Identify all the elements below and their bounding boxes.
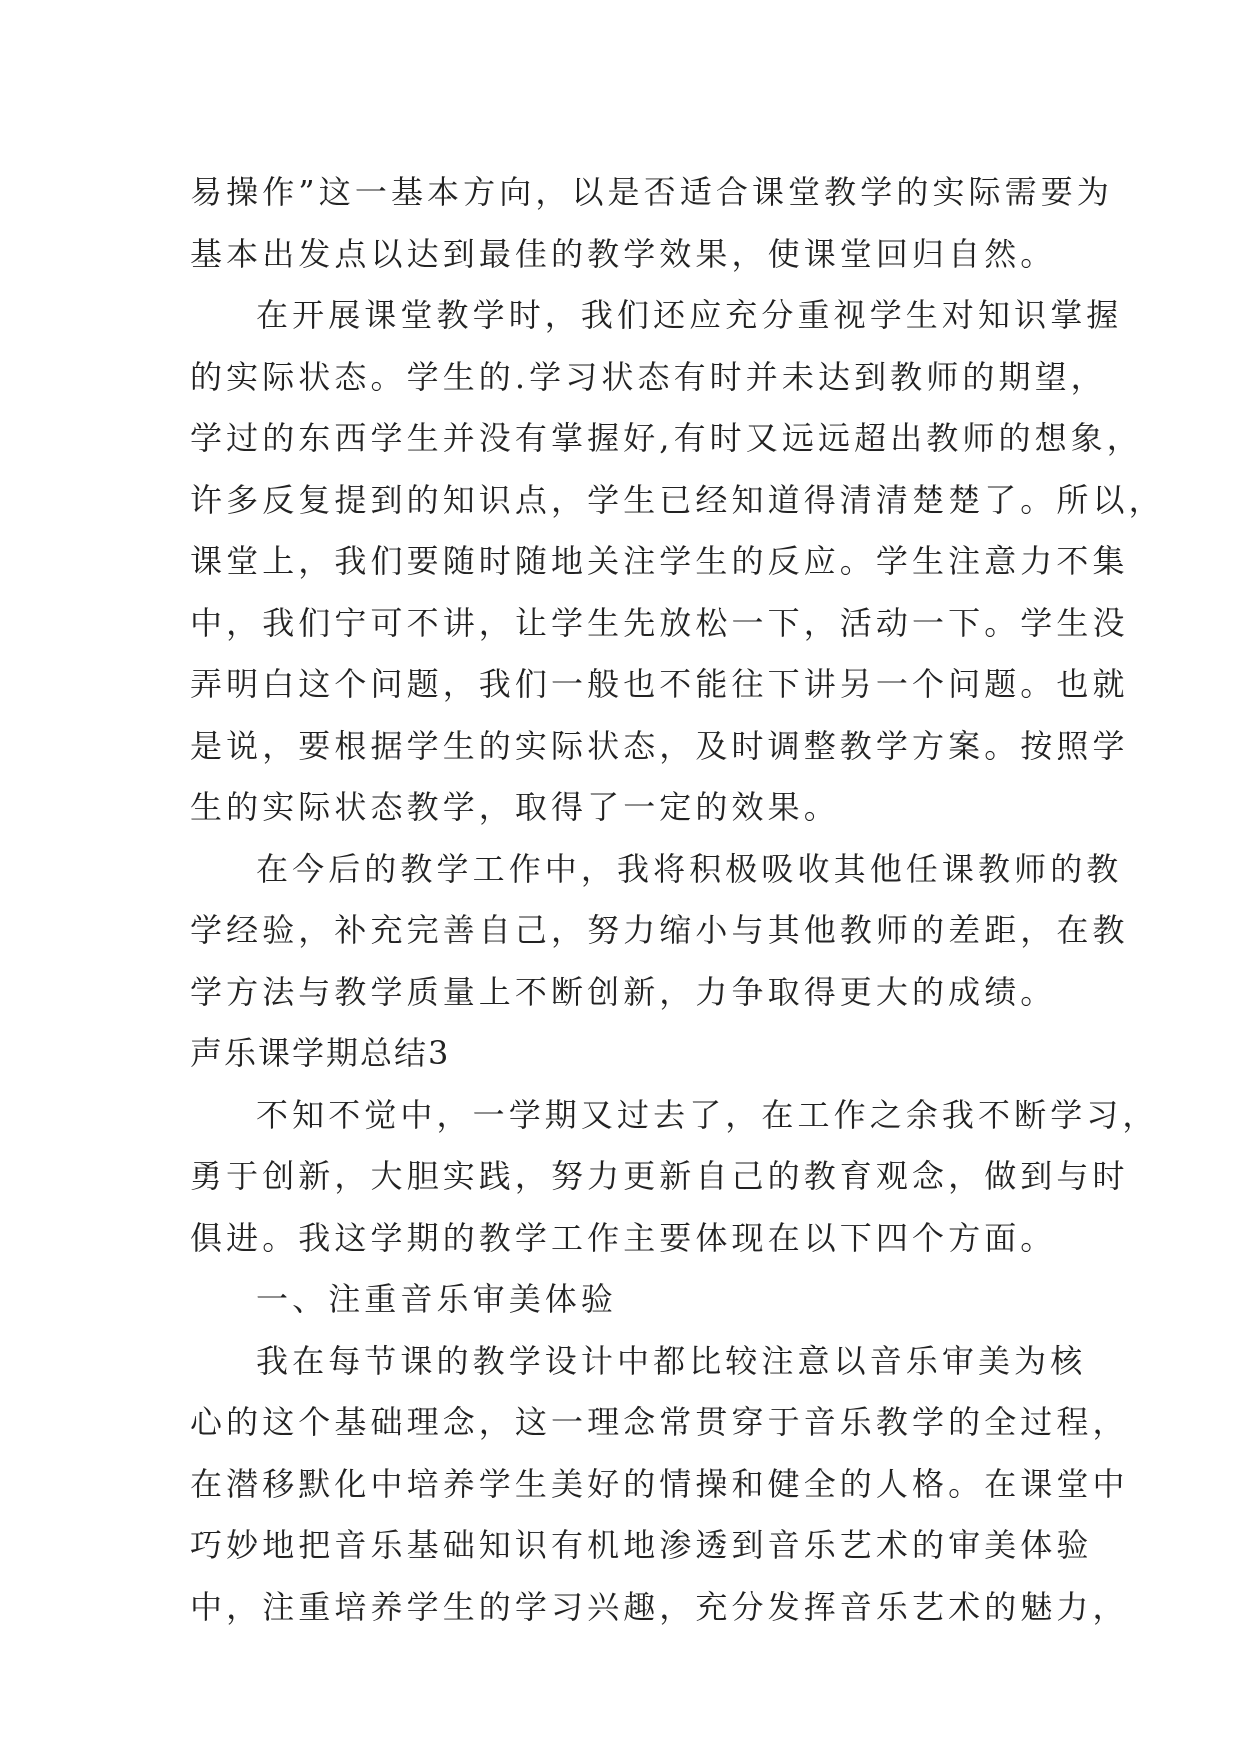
text-line: 的实际状态。学生的.学习状态有时并未达到教师的期望， — [190, 357, 1107, 396]
text-line: 许多反复提到的知识点，学生已经知道得清清楚楚了。所以， — [190, 480, 1165, 519]
text-line: 易操作”这一基本方向，以是否适合课堂教学的实际需要为 — [190, 173, 1113, 211]
text-line: 中，注重培养学生的学习兴趣，充分发挥音乐艺术的魅力， — [190, 1587, 1129, 1626]
text-line: 心的这个基础理念，这一理念常贯穿于音乐教学的全过程， — [190, 1403, 1129, 1441]
paragraph-first-line: 不知不觉中，一学期又过去了，在工作之余我不断学习， — [256, 1095, 1159, 1134]
text-line: 是说，要根据学生的实际状态，及时调整教学方案。按照学 — [190, 726, 1129, 765]
text-line: 课堂上，我们要随时随地关注学生的反应。学生注意力不集 — [190, 542, 1129, 580]
text-line: 弄明白这个问题，我们一般也不能往下讲另一个问题。也就 — [190, 665, 1129, 703]
text-line: 生的实际状态教学，取得了一定的效果。 — [190, 788, 840, 826]
text-line: 在潜移默化中培养学生美好的情操和健全的人格。在课堂中 — [190, 1464, 1129, 1503]
section-title: 声乐课学期总结3 — [190, 1034, 451, 1072]
text-line: 勇于创新，大胆实践，努力更新自己的教育观念，做到与时 — [190, 1157, 1129, 1195]
paragraph-first-line: 在今后的教学工作中，我将积极吸收其他任课教师的教 — [256, 849, 1123, 888]
text-line: 学过的东西学生并没有掌握好,有时又远远超出教师的想象， — [190, 419, 1143, 457]
paragraph-first-line: 在开展课堂教学时，我们还应充分重视学生对知识掌握 — [256, 296, 1123, 334]
subsection-heading: 一、注重音乐审美体验 — [256, 1280, 618, 1318]
text-line: 俱进。我这学期的教学工作主要体现在以下四个方面。 — [190, 1218, 1057, 1257]
text-line: 基本出发点以达到最佳的教学效果，使课堂回归自然。 — [190, 234, 1057, 273]
text-line: 学方法与教学质量上不断创新，力争取得更大的成绩。 — [190, 972, 1057, 1011]
text-line: 学经验，补充完善自己，努力缩小与其他教师的差距，在教 — [190, 911, 1129, 949]
text-line: 巧妙地把音乐基础知识有机地渗透到音乐艺术的审美体验 — [190, 1526, 1093, 1564]
paragraph-first-line: 我在每节课的教学设计中都比较注意以音乐审美为核 — [256, 1341, 1087, 1380]
text-line: 中，我们宁可不讲，让学生先放松一下，活动一下。学生没 — [190, 603, 1129, 642]
document-body — [190, 162, 1165, 1638]
